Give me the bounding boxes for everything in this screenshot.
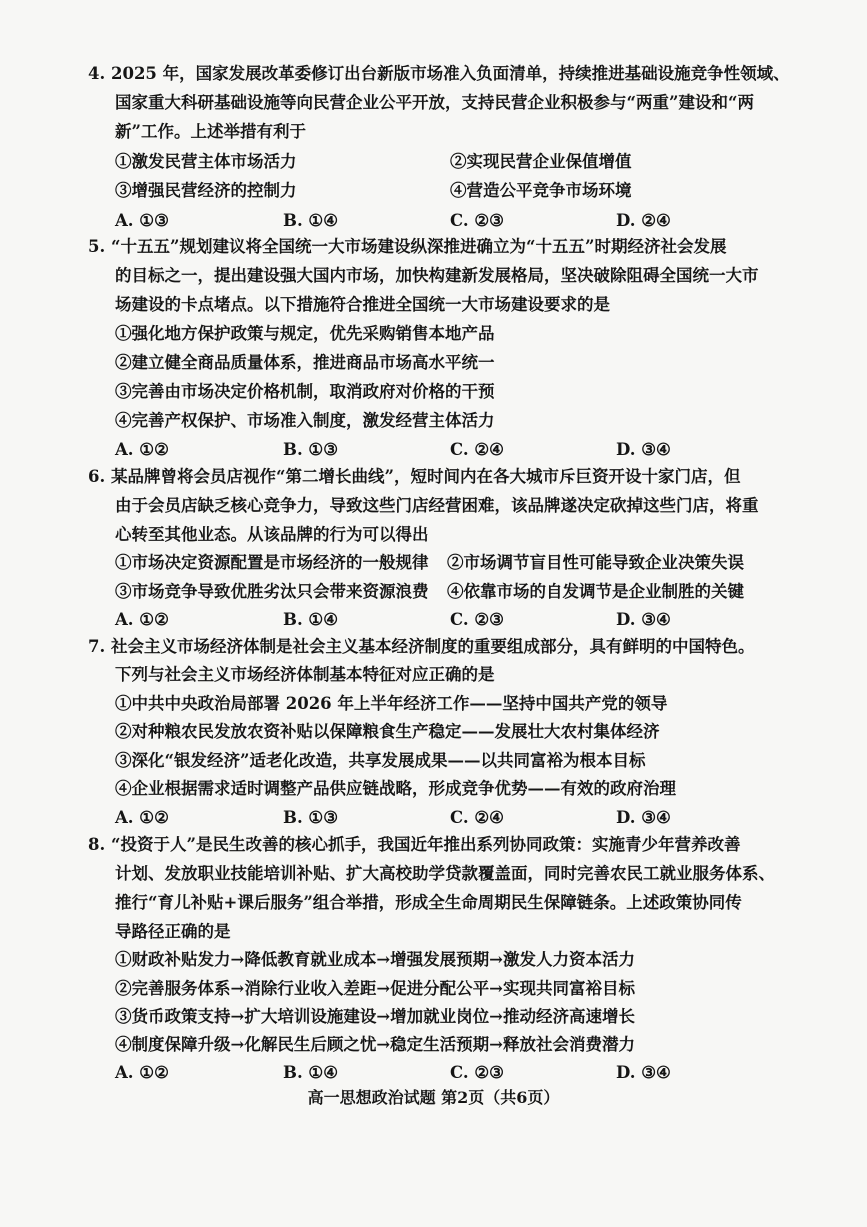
question-number: 8. [88,835,106,854]
choice-a: A. ①② [115,808,169,827]
statement-item: ④企业根据需求适时调整产品供应链战略，形成竞争优势——有效的政府治理 [115,779,676,798]
question-number: 7. [88,637,106,656]
question-stem-line: 由于会员店缺乏核心竞争力，导致这些门店经营困难，该品牌遂决定砍掉这些门店，将重 [115,496,759,515]
choice-b: B. ①④ [283,610,339,629]
question-stem-line: 的目标之一，提出建设强大国内市场，加快构建新发展格局，坚决破除阻碍全国统一大市 [115,266,759,285]
question-stem-line: 国家重大科研基础设施等向民营企业公平开放，支持民营企业积极参与“两重”建设和“两 [115,93,754,112]
statement-item: ③增强民营经济的控制力 [115,181,297,200]
statement-item: ①激发民营主体市场活力 [115,152,297,171]
choice-d: D. ②④ [616,211,671,230]
choice-b: B. ①④ [283,211,339,230]
statement-item: ④依靠市场的自发调节是企业制胜的关键 [447,582,744,601]
choice-d: D. ③④ [616,1063,671,1082]
choice-c: C. ②③ [450,1063,504,1082]
question-stem-line: 推行“育儿补贴+课后服务”组合举措，形成全生命周期民生保障链条。上述政策协同传 [115,893,742,912]
statement-item: ④营造公平竞争市场环境 [450,181,632,200]
statement-item: ①中共中央政治局部署 2026 年上半年经济工作——坚持中国共产党的领导 [115,694,668,713]
choice-d: D. ③④ [616,440,671,459]
question-stem-line: 7. 社会主义市场经济体制是社会主义基本经济制度的重要组成部分，具有鲜明的中国特色。 [88,637,755,656]
choice-a: A. ①② [115,610,169,629]
statement-item: ①市场决定资源配置是市场经济的一般规律 [115,553,429,572]
choice-c: C. ②④ [450,808,504,827]
question-number: 6. [88,467,106,486]
question-stem-line: 下列与社会主义市场经济体制基本特征对应正确的是 [115,665,495,684]
page-footer: 高一思想政治试题 第2页（共6页） [307,1088,560,1107]
question-stem-line: 5. “十五五”规划建议将全国统一大市场建设纵深推进确立为“十五五”时期经济社会发展 [88,237,727,256]
statement-item: ①财政补贴发力→降低教育就业成本→增强发展预期→激发人力资本活力 [115,950,635,969]
question-stem-line: 8. “投资于人”是民生改善的核心抓手，我国近年推出系列协同政策：实施青少年营养改善 [88,835,741,854]
question-stem-line: 场建设的卡点堵点。以下措施符合推进全国统一大市场建设要求的是 [115,295,610,314]
choice-c: C. ②④ [450,440,504,459]
statement-item: ②完善服务体系→消除行业收入差距→促进分配公平→实现共同富裕目标 [115,979,635,998]
question-stem-line: 心转至其他业态。从该品牌的行为可以得出 [115,525,429,544]
statement-item: ②对种粮农民发放农资补贴以保障粮食生产稳定——发展壮大农村集体经济 [115,722,660,741]
choice-b: B. ①④ [283,1063,339,1082]
question-number: 4. [88,64,106,83]
statement-item: ④完善产权保护、市场准入制度，激发经营主体活力 [115,411,495,430]
choice-b: B. ①③ [283,808,339,827]
statement-item: ②建立健全商品质量体系，推进商品市场高水平统一 [115,353,495,372]
choice-a: A. ①② [115,440,169,459]
question-stem-line: 新”工作。上述举措有利于 [115,122,306,141]
choice-c: C. ②③ [450,211,504,230]
statement-item: ②市场调节盲目性可能导致企业决策失误 [447,553,744,572]
choice-c: C. ②③ [450,610,504,629]
choice-d: D. ③④ [616,610,671,629]
statement-item: ①强化地方保护政策与规定，优先采购销售本地产品 [115,324,495,343]
question-stem-line: 计划、发放职业技能培训补贴、扩大高校助学贷款覆盖面，同时完善农民工就业服务体系、 [115,864,775,883]
question-number: 5. [88,237,106,256]
statement-item: ③货币政策支持→扩大培训设施建设→增加就业岗位→推动经济高速增长 [115,1007,635,1026]
statement-item: ④制度保障升级→化解民生后顾之忧→稳定生活预期→释放社会消费潜力 [115,1035,635,1054]
statement-item: ③市场竞争导致优胜劣汰只会带来资源浪费 [115,582,429,601]
choice-a: A. ①③ [115,211,169,230]
choice-b: B. ①③ [283,440,339,459]
statement-item: ②实现民营企业保值增值 [450,152,632,171]
question-stem-line: 导路径正确的是 [115,922,231,941]
choice-d: D. ③④ [616,808,671,827]
statement-item: ③深化“银发经济”适老化改造，共享发展成果——以共同富裕为根本目标 [115,751,646,770]
question-stem-line: 6. 某品牌曾将会员店视作“第二增长曲线”，短时间内在各大城市斥巨资开设十家门店，但 [88,467,741,486]
statement-item: ③完善由市场决定价格机制，取消政府对价格的干预 [115,382,495,401]
question-stem-line: 4. 2025 年，国家发展改革委修订出台新版市场准入负面清单，持续推进基础设施竞争性领域、 [88,64,790,83]
choice-a: A. ①② [115,1063,169,1082]
